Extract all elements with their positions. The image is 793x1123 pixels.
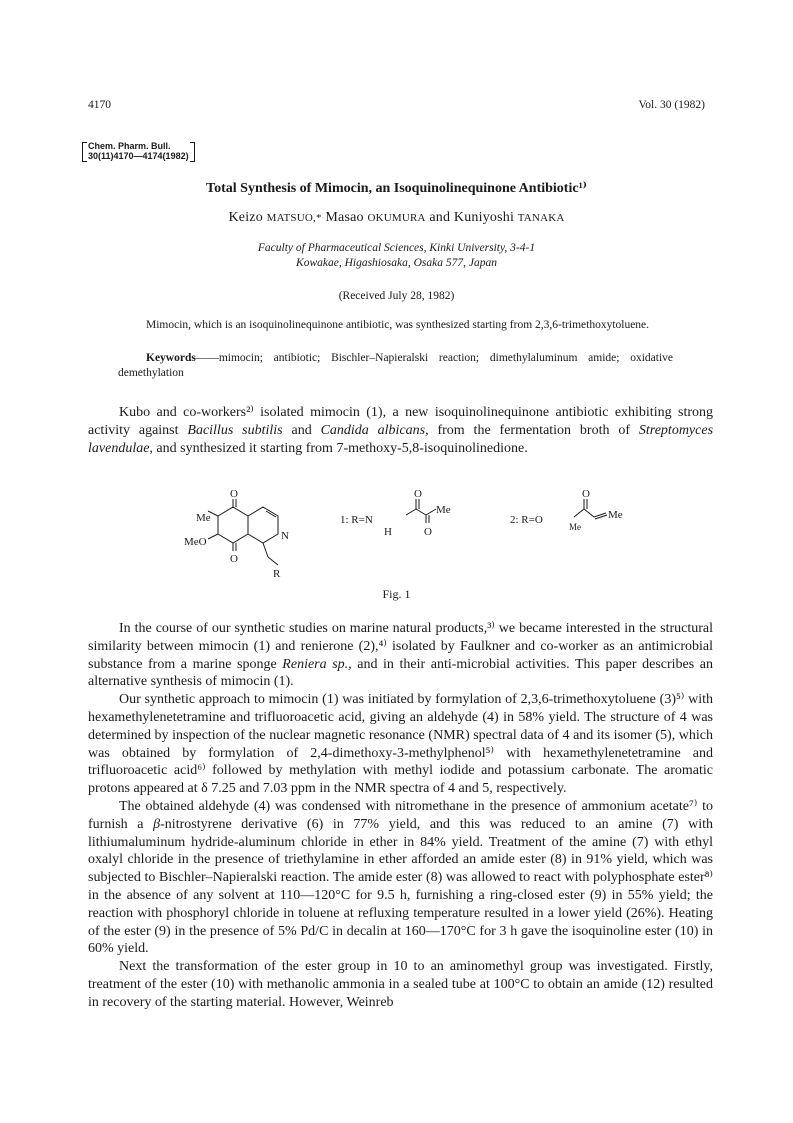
abstract-text: Mimocin, which is an isoquinolinequinone antibiotic, was synthesized starting from 2,3,6-trimethoxytoluene. <box>146 319 650 331</box>
fig-label-2: 2: R=O <box>510 514 543 526</box>
author-and: and <box>429 210 451 225</box>
citation-line1: Chem. Pharm. Bull. <box>88 141 171 151</box>
paragraph-5: Next the transformation of the ester group in 10 to an aminomethyl group was investigated. Firstly, treatment of the ester (10) with methanolic ammonia in a sealed tube at 100°C to obtain an amide (12) resulted in recovery of the starting material. However, Weinreb <box>88 959 713 1010</box>
paper-title: Total Synthesis of Mimocin, an Isoquinolinequinone Antibiotic¹⁾ <box>206 181 587 196</box>
fig-o-top-2: O <box>414 488 422 500</box>
paragraph-2: In the course of our synthetic studies on marine natural products,³⁾ we became interested in the structural similarity between mimocin (1) and renierone (2),⁴⁾ isolated by Faulkner and co-worker as an antimicrobial substance from a marine sponge Reniera sp., and in their anti-microbial activities. This paper describes an alternative synthesis of mimocin (1). <box>88 621 714 690</box>
affiliation-line1: Faculty of Pharmaceutical Sciences, Kinki University, 3-4-1 <box>257 242 536 254</box>
citation-line2: 30(11)4170—4174(1982) <box>88 151 189 161</box>
figure-caption: Fig. 1 <box>382 587 411 601</box>
fig-o-bottom-1: O <box>230 553 238 565</box>
keywords <box>118 351 673 381</box>
author-1: Keizo MATSUO,* <box>228 210 322 225</box>
fig-o-bottom-2: O <box>424 526 432 538</box>
fig-n-1: N <box>281 530 289 542</box>
fig-me-2: Me <box>436 504 451 516</box>
fig-meo-1: MeO <box>184 536 207 548</box>
author-3: Kuniyoshi TANAKA <box>453 210 565 225</box>
fig-o-top-3: O <box>582 488 590 500</box>
fig-r-1: R <box>273 568 281 580</box>
fig-me-1: Me <box>196 512 211 524</box>
affiliation <box>0 241 793 271</box>
fig-o-top-1: O <box>230 488 238 500</box>
paragraph-4: The obtained aldehyde (4) was condensed with nitromethane in the presence of ammonium acetate⁷⁾ to furnish a β-nitrostyrene derivative (6) in 77% yield, and this was reduced to an amine (7) with lithiumaluminum hydride-aluminum chloride in ether in 84% yield. Treatment of the amine (7) with ethyl oxalyl chloride in the presence of triethylamine in ether afforded an amide ester (8) in 91% yield, which was subjected to Bischler–Napieralski reaction. The amide ester (8) was allowed to react with polyphosphate ester⁸⁾ in the absence of any solvent at 110—120°C for 9.5 h, furnishing a ring-closed ester (9) in 55% yield; the reaction with phosphoryl chloride in toluene at refluxing temperature resulted in a lower yield (26%). Heating of the ester (9) in the presence of 5% Pd/C in decalin at 160—170°C for 3 h gave the isoquinoline ester (10) in 60% yield. <box>88 798 713 957</box>
fig-me-sub-3: Me <box>569 522 581 532</box>
affiliation-line2: Kowakae, Higashiosaka, Osaka 577, Japan <box>296 257 497 269</box>
received-date: (Received July 28, 1982) <box>338 290 455 302</box>
paragraph-intro: Kubo and co-workers²⁾ isolated mimocin (1), a new isoquinolinequinone antibiotic exhibiting strong activity against Bacillus subtilis and Candida albicans, from the fermentation broth of Streptomyces lavendulae, and synthesized it starting from 7-methoxy-5,8-isoquinolinedione. <box>88 405 714 456</box>
paragraph-3: Our synthetic approach to mimocin (1) was initiated by formylation of 2,3,6-trimethoxytoluene (3)⁵⁾ with hexamethylenetetramine and trifluoroacetic acid, giving an aldehyde (4) in 58% yield. The structure of 4 was determined by inspection of the nuclear magnetic resonance (NMR) spectral data of 4 and its isomer (5), which was obtained by formylation of 2,4-dimethoxy-3-methylphenol⁵⁾ with hexamethylenetetramine and trifluoroacetic acid⁶⁾ followed by methylation with methyl iodide and potassium carbonate. The aromatic protons appeared at δ 7.25 and 7.03 ppm in the NMR spectra of 4 and 5, respectively. <box>88 692 713 797</box>
keywords-label: Keywords <box>146 352 196 364</box>
page-number: 4170 <box>88 99 111 111</box>
author-2: Masao OKUMURA <box>325 210 426 225</box>
fig-label-1-h: H <box>384 526 392 538</box>
figure-1-structures <box>88 485 713 595</box>
fig-me-3: Me <box>608 509 623 521</box>
fig-label-1: 1: R=N <box>340 514 373 526</box>
volume-info: Vol. 30 (1982) <box>638 99 705 111</box>
journal-citation <box>88 141 189 161</box>
author-list <box>0 210 793 226</box>
keywords-text: ——mimocin; antibiotic; Bischler–Napieralski reaction; dimethylaluminum amide; oxidative demethylation <box>118 352 673 379</box>
paragraph-body <box>88 620 713 1012</box>
